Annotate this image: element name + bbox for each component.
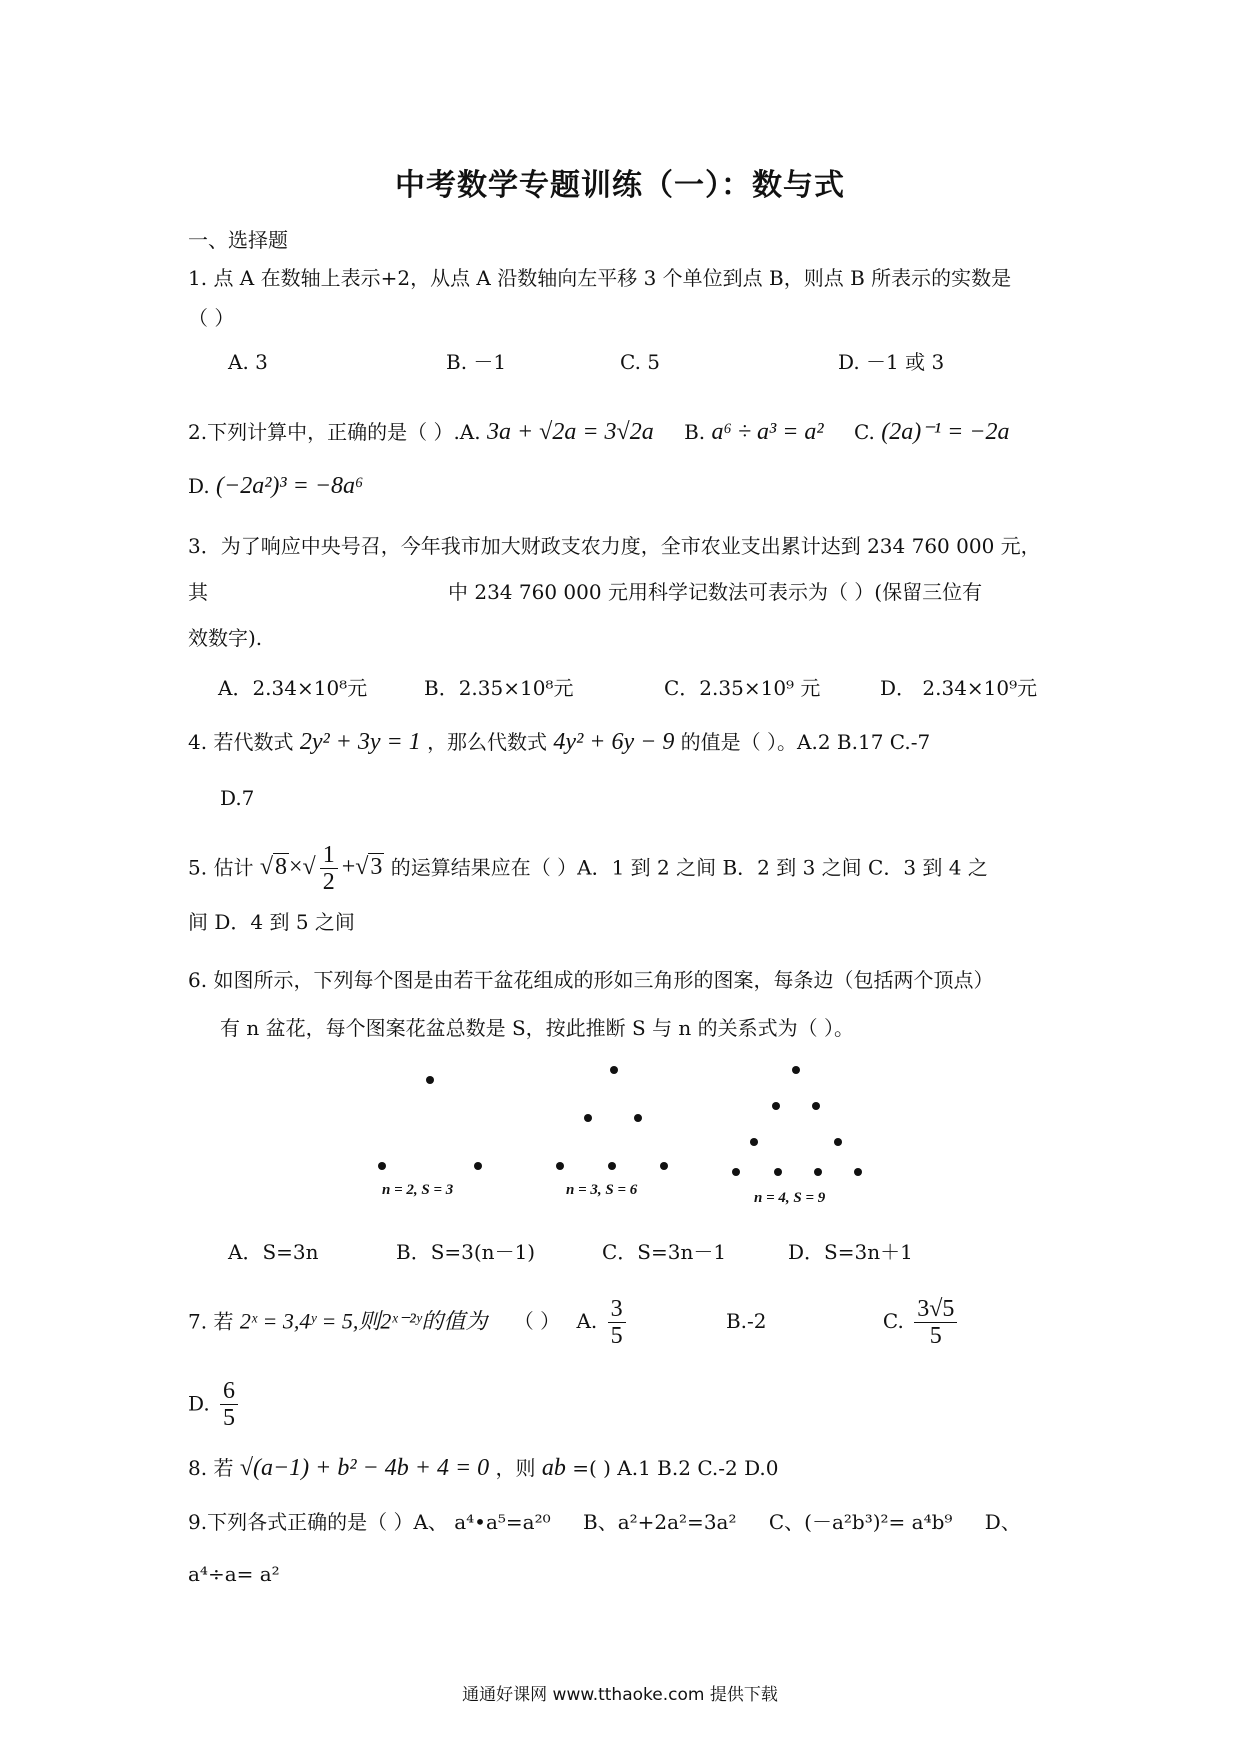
question-2-option-b-math: a⁶ ÷ a³ = a² [711,419,824,445]
question-7-option-d-fraction [220,1378,238,1432]
question-8-stem [188,1454,779,1483]
question-2-option-d [188,472,363,501]
figure-label-n3: n = 3, S = 6 [566,1182,638,1198]
question-5-line-2: 间 D．4 到 5 之间 [188,910,355,934]
question-5-text: 5. 估计 [188,855,254,880]
question-8-expression: √(a−1) + b² − 4b + 4 = 0 [239,1455,490,1481]
question-6-line-1: 6. 如图所示，下列每个图是由若干盆花组成的形如三角形的图案，每条边（包括两个顶点） [188,968,994,992]
question-3-line-2b: 中 234 760 000 元用科学记数法可表示为（ ）(保留三位有 [448,580,983,604]
flower-pot-dot [634,1114,642,1122]
triangle-pattern-figure [370,1050,870,1220]
question-1-option-d: D. －1 或 3 [838,350,945,374]
question-3-line-2a: 其 [188,580,208,604]
flower-pot-dot [556,1162,564,1170]
flower-pot-dot [378,1162,386,1170]
question-4-expr-1: 2y² + 3y = 1 [299,729,421,755]
flower-pot-dot [792,1066,800,1074]
question-7-option-a-fraction [608,1296,626,1350]
flower-pot-dot [608,1162,616,1170]
question-6-option-c: C．S=3n－1 [602,1240,727,1264]
question-8-text: 8. 若 [188,1456,234,1480]
fraction-denominator: 5 [610,1323,623,1350]
flower-pot-dot [474,1162,482,1170]
question-7-option-c-fraction [914,1296,957,1350]
question-7-expression: 2ˣ = 3,4ʸ = 5,则2ˣ⁻²ʸ的值为 [239,1308,488,1334]
question-1-option-a: A. 3 [228,350,268,374]
question-3-option-a: A．2.34×10⁸元 [218,676,368,700]
question-6-option-a: A．S=3n [228,1240,319,1264]
page-footer: 通通好课网 www.tthaoke.com 提供下载 [462,1685,778,1705]
question-4-stem [188,728,930,757]
flower-pot-dot [750,1138,758,1146]
question-7-stem [188,1296,961,1350]
question-2-option-c-label: C. [853,420,875,444]
question-9-option-d-label: D、 [984,1510,1021,1534]
question-2-option-d-label: D. [188,474,210,498]
section-heading: 一、选择题 [188,228,288,252]
question-4-mid: ，那么代数式 [427,730,548,754]
flower-pot-dot [426,1076,434,1084]
flower-pot-dot [834,1138,842,1146]
question-4-expr-2: 4y² + 6y − 9 [553,729,675,755]
question-9-text: 9.下列各式正确的是（ ）A、 a⁴•a⁵=a²⁰ [188,1510,551,1534]
fraction-numerator: 3 [608,1296,626,1323]
question-1-paren: （ ） [188,306,235,330]
question-6-option-b: B．S=3(n－1) [396,1240,536,1264]
question-7-text: 7. 若 [188,1309,234,1334]
question-6-line-2: 有 n 盆花，每个图案花盆总数是 S，按此推断 S 与 n 的关系式为（ ）。 [220,1016,855,1040]
page-title: 中考数学专题训练（一）：数与式 [395,168,845,203]
question-3-line-1: 3．为了响应中央号召，今年我市加大财政支农力度，全市农业支出累计达到 234 760 000 元， [188,534,1041,558]
question-2-option-b-label: B. [684,420,706,444]
flower-pot-dot [610,1066,618,1074]
question-2-option-c-math: (2a)⁻¹ = −2a [881,419,1010,445]
question-1-stem: 1. 点 A 在数轴上表示+2，从点 A 沿数轴向左平移 3 个单位到点 B，则点 B 所表示的实数是 [188,266,1012,290]
question-5-tail: 的运算结果应在（ ）A．1 到 2 之间 B．2 到 3 之间 C．3 到 4 之 [390,855,988,880]
question-9-option-b: B、a²+2a²=3a² [583,1510,737,1534]
flower-pot-dot [854,1168,862,1176]
figure-label-n2: n = 2, S = 3 [382,1182,454,1198]
question-7-paren: （ ） [513,1309,561,1334]
question-1-option-b: B. －1 [446,350,507,374]
fraction-denominator: 5 [223,1405,236,1432]
question-3-option-c: C．2.35×10⁹ 元 [664,676,821,700]
question-5-expression: √8×√ $\frac{1}{2}$ +√3 [259,842,383,896]
question-3-option-d: D． 2.34×10⁹元 [880,676,1038,700]
flower-pot-dot [812,1102,820,1110]
question-9-line-2: a⁴÷a= a² [188,1562,280,1586]
question-3-line-3: 效数字). [188,626,263,650]
question-9-option-c: C、(－a²b³)²= a⁴b⁹ [768,1510,953,1534]
flower-pot-dot [774,1168,782,1176]
question-7-option-d [188,1378,242,1432]
figure-label-n4: n = 4, S = 9 [754,1190,826,1206]
question-2-stem [188,418,1010,447]
question-6-option-d: D．S=3n＋1 [788,1240,913,1264]
question-8-mid: ，则 [495,1456,536,1480]
question-8-tail: =( ) A.1 B.2 C.-2 D.0 [572,1456,779,1480]
question-2-option-a-math: 3a + √2a = 3√2a [486,419,654,445]
question-7-option-a-label: A. [576,1309,598,1334]
question-1-option-c: C. 5 [620,350,661,374]
flower-pot-dot [772,1102,780,1110]
question-2-text: 2.下列计算中，正确的是（ ）.A. [188,420,481,444]
question-8-ab: ab [541,1455,566,1481]
question-7-option-b: B.-2 [725,1309,767,1334]
question-7-option-c-label: C. [882,1309,904,1334]
fraction-numerator: 3√5 [914,1296,957,1323]
question-2-option-d-math: (−2a²)³ = −8a⁶ [216,473,364,499]
flower-pot-dot [732,1168,740,1176]
question-5-stem [188,842,988,896]
fraction-numerator: 6 [220,1378,238,1405]
question-4-tail: 的值是（ ）。A.2 B.17 C.-7 [680,730,931,754]
flower-pot-dot [660,1162,668,1170]
question-9-line-1 [188,1510,1021,1534]
question-7-option-d-label: D. [188,1391,210,1416]
flower-pot-dot [814,1168,822,1176]
question-3-option-b: B．2.35×10⁸元 [424,676,574,700]
question-4-text: 4. 若代数式 [188,730,294,754]
question-4-option-d: D.7 [220,786,255,810]
fraction-denominator: 5 [929,1323,942,1350]
flower-pot-dot [584,1114,592,1122]
